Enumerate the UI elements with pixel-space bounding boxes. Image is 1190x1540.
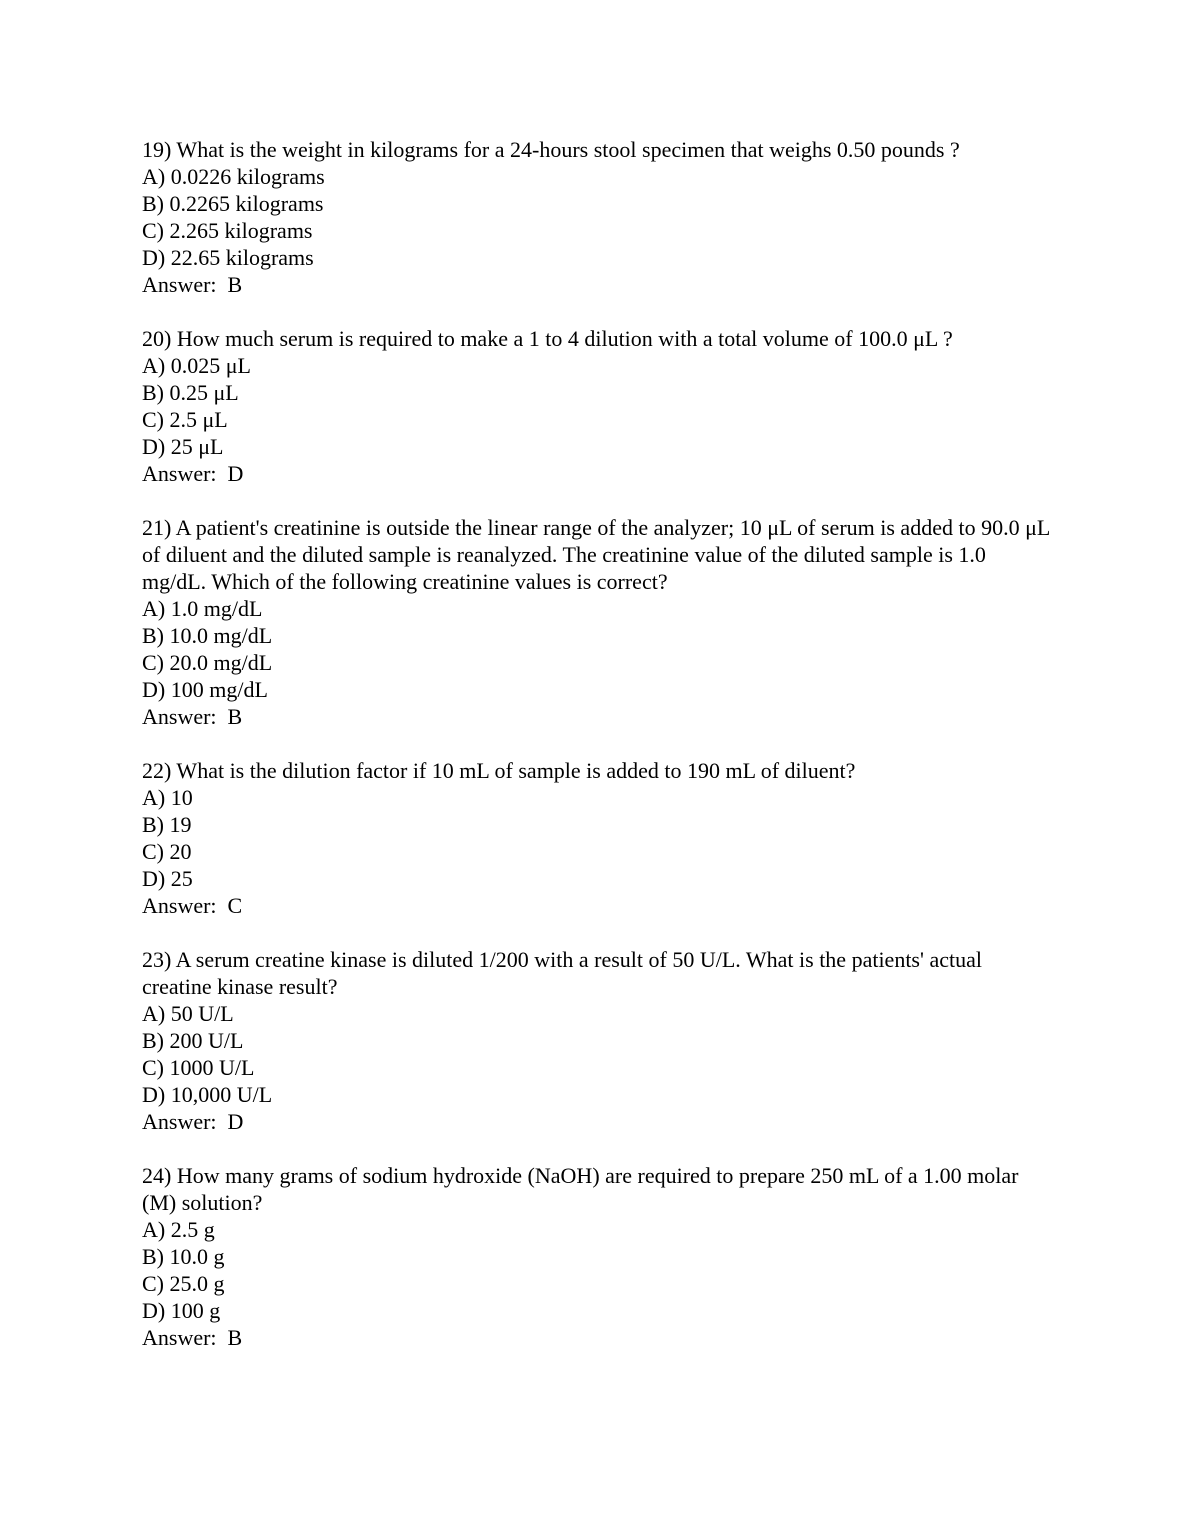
option-line: D) 25 μL (142, 434, 224, 459)
answer-label: Answer: (142, 461, 217, 486)
option-line: D) 10,000 U/L (142, 1082, 273, 1107)
question-block (142, 325, 1050, 487)
answer-value: B (227, 704, 243, 729)
option-line: C) 2.265 kilograms (142, 218, 313, 243)
option-line: A) 10 (142, 785, 193, 810)
answer-label: Answer: (142, 893, 217, 918)
option-line: B) 19 (142, 812, 192, 837)
answer-line (142, 271, 1050, 298)
question-text: 21) A patient's creatinine is outside the linear range of the analyzer; 10 μL of serum is added to 90.0 μL of diluent and the diluted sample is reanalyzed. The creatinine value of the diluted sample is 1.0 mg/dL. Which of the following creatinine values is correct? (142, 515, 1050, 594)
answer-line (142, 703, 1050, 730)
question-block (142, 136, 1050, 298)
answer-value: B (227, 1325, 243, 1350)
question-text: 20) How much serum is required to make a 1 to 4 dilution with a total volume of 100.0 μL ? (142, 326, 953, 351)
question-text: 22) What is the dilution factor if 10 mL of sample is added to 190 mL of diluent? (142, 758, 856, 783)
option-line: C) 1000 U/L (142, 1055, 255, 1080)
option-line: A) 0.0226 kilograms (142, 164, 325, 189)
answer-label: Answer: (142, 704, 217, 729)
question-list (142, 136, 1050, 1351)
answer-line (142, 1108, 1050, 1135)
question-text: 23) A serum creatine kinase is diluted 1/200 with a result of 50 U/L. What is the patients' actual creatine kinase result? (142, 947, 982, 999)
question-block (142, 514, 1050, 730)
answer-value: D (227, 461, 244, 486)
question-block (142, 946, 1050, 1135)
option-line: B) 0.2265 kilograms (142, 191, 324, 216)
answer-label: Answer: (142, 1109, 217, 1134)
question-text: 24) How many grams of sodium hydroxide (NaOH) are required to prepare 250 mL of a 1.00 molar (M) solution? (142, 1163, 1019, 1215)
question-text: 19) What is the weight in kilograms for a 24-hours stool specimen that weighs 0.50 pounds ? (142, 137, 960, 162)
answer-value: D (227, 1109, 244, 1134)
option-line: C) 20 (142, 839, 192, 864)
answer-label: Answer: (142, 272, 217, 297)
option-line: B) 200 U/L (142, 1028, 244, 1053)
answer-line (142, 1324, 1050, 1351)
option-line: D) 22.65 kilograms (142, 245, 314, 270)
answer-value: B (227, 272, 243, 297)
question-block (142, 757, 1050, 919)
option-line: A) 0.025 μL (142, 353, 251, 378)
answer-value: C (227, 893, 243, 918)
option-line: A) 50 U/L (142, 1001, 234, 1026)
option-line: B) 10.0 g (142, 1244, 225, 1269)
answer-line (142, 460, 1050, 487)
option-line: B) 10.0 mg/dL (142, 623, 273, 648)
option-line: A) 2.5 g (142, 1217, 215, 1242)
option-line: C) 25.0 g (142, 1271, 225, 1296)
option-line: D) 100 mg/dL (142, 677, 268, 702)
option-line: C) 20.0 mg/dL (142, 650, 273, 675)
question-block (142, 1162, 1050, 1351)
option-line: C) 2.5 μL (142, 407, 228, 432)
option-line: D) 25 (142, 866, 193, 891)
answer-line (142, 892, 1050, 919)
document-page (142, 136, 1050, 1378)
option-line: D) 100 g (142, 1298, 221, 1323)
option-line: B) 0.25 μL (142, 380, 239, 405)
option-line: A) 1.0 mg/dL (142, 596, 263, 621)
answer-label: Answer: (142, 1325, 217, 1350)
